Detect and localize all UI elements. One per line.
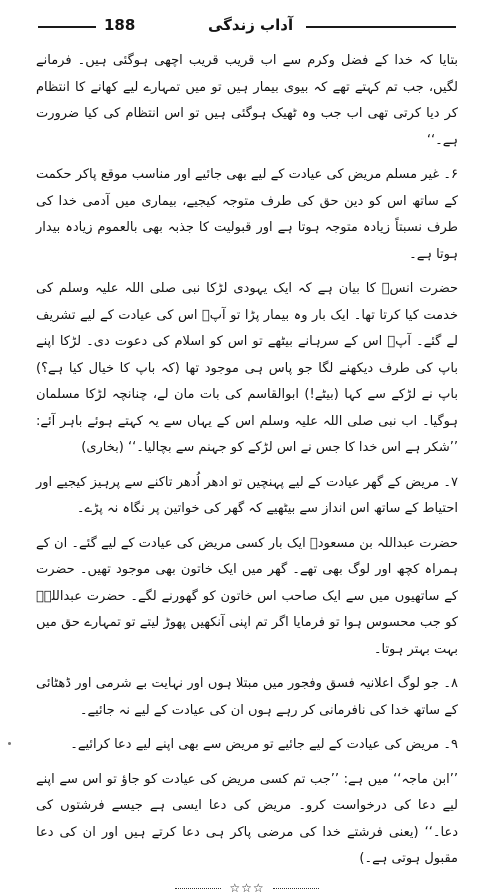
paragraph-intro: بتایا کہ خدا کے فضل وکرم سے اب قریب قریب اچھی ہوگئی ہیں۔ فرمانے لگیں، جب تم کہتے تھے کہ بیوی بیمار ہیں تو میں تمہارے لیے کھانے کا انتظام کر دیا کرتی تھی اب جب وہ ٹھیک ہوگئی ہیں تو اس انتظام کی کیا ضرورت ہے۔‘‘ xyxy=(36,48,458,154)
paragraph-anas-narration: حضرت انسؓ کا بیان ہے کہ ایک یہودی لڑکا نبی صلی اللہ علیہ وسلم کی خدمت کیا کرتا تھا۔ ایک بار وہ بیمار پڑا تو آپؐ اس کی عیادت کے لیے تشریف لے گئے۔ آپؐ اس کے سرہانے بیٹھے تو اس کو اسلام کی دعوت دی۔ لڑکا اپنے باپ کی طرف دیکھنے لگا جو پاس ہی موجود تھا (کہ باپ کا خیال کیا ہے؟) باپ نے لڑکے سے کہا (بیٹے!) ابوالقاسم کی بات مان لے، چنانچہ لڑکا مسلمان ہوگیا۔ اب نبی صلی اللہ علیہ وسلم اس کے یہاں سے یہ کہتے ہوئے باہر آئے: ’’شکر ہے اس خدا کا جس نے اس لڑکے کو جہنم سے بچالیا۔‘‘ (بخاری) xyxy=(36,276,458,462)
paragraph-point-9: ۹۔ مریض کی عیادت کے لیے جائیے تو مریض سے بھی اپنے لیے دعا کرائیے۔ xyxy=(36,732,458,759)
paragraph-abdullah-narration: حضرت عبداللہ بن مسعودؓ ایک بار کسی مریض کی عیادت کے لیے گئے۔ ان کے ہمراہ کچھ اور لوگ بھی تھے۔ گھر میں ایک خاتون بھی موجود تھیں۔ حضرت کے ساتھیوں میں سے ایک صاحب اس خاتون کو گھورنے لگے۔ حضرت عبداللہؓ کو جب محسوس ہوا تو فرمایا اگر تم اپنی آنکھیں پھوڑ لیتے تو تمہارے حق میں بہت بہتر ہوتا۔ xyxy=(36,531,458,664)
page-header xyxy=(38,16,456,42)
paragraph-point-7: ۷۔ مریض کے گھر عیادت کے لیے پہنچیں تو ادھر اُدھر تاکنے سے پرہیز کیجیے اور احتیاط کے ساتھ اس انداز سے بیٹھیے کہ گھر کی خواتین پر نگاہ نہ پڑے۔ xyxy=(36,470,458,523)
divider-stars: ☆☆☆ xyxy=(225,881,268,895)
header-rule-left xyxy=(38,26,96,28)
header-rule-right xyxy=(306,26,456,28)
section-divider xyxy=(36,881,458,895)
book-title: آداب زندگی xyxy=(208,16,293,34)
paragraph-point-6: ۶۔ غیر مسلم مریض کی عیادت کے لیے بھی جائیے اور مناسب موقع پاکر حکمت کے ساتھ اس کو دین حق کی طرف متوجہ کیجیے، بیماری میں آدمی خدا کی طرف نسبتاً زیادہ متوجہ ہوتا ہے اور قبولیت کا جذبہ بھی بالعموم زیادہ بیدار ہوتا ہے۔ xyxy=(36,162,458,268)
page-number: 188 xyxy=(104,16,135,34)
paragraph-ibn-majah: ’’ابن ماجہ‘‘ میں ہے: ’’جب تم کسی مریض کی عیادت کو جاؤ تو اس سے اپنے لیے دعا کی درخواست کرو۔ مریض کی دعا ایسی ہے جیسے فرشتوں کی دعا۔‘‘ (یعنی فرشتے خدا کی مرضی پاکر ہی دعا کرتے ہیں اور ان کی دعا مقبول ہوتی ہے۔) xyxy=(36,767,458,873)
divider-dots-right xyxy=(273,888,319,889)
divider-dots-left xyxy=(175,888,221,889)
scan-speck xyxy=(8,742,11,745)
paragraph-point-8: ۸۔ جو لوگ اعلانیہ فسق وفجور میں مبتلا ہوں اور نہایت بے شرمی اور ڈھٹائی کے ساتھ خدا کی نافرمانی کر رہے ہوں ان کی عیادت کے لیے نہ جائیے۔ xyxy=(36,671,458,724)
